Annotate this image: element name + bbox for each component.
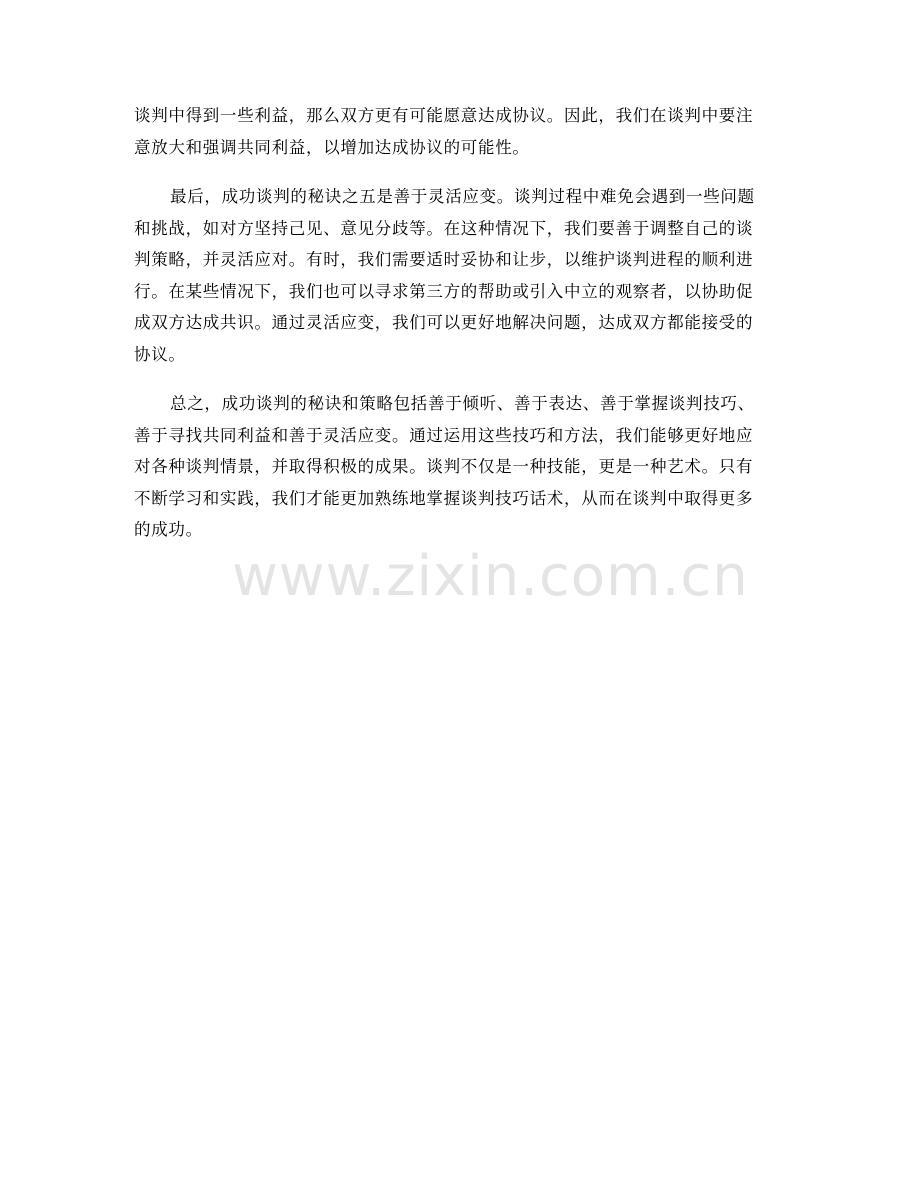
text-line: 意放大和强调共同利益，以增加达成协议的可能性。	[134, 137, 530, 157]
text-line: 谈判中得到一些利益，那么双方更有可能愿意达成协议。因此，我们在谈判中要注	[134, 106, 754, 125]
paragraph-flexibility	[134, 181, 786, 370]
text-line: 成双方达成共识。通过灵活应变，我们可以更好地解决问题，达成双方都能接受的	[134, 313, 754, 332]
text-line: 判策略，并灵活应对。有时，我们需要适时妥协和让步，以维护谈判进程的顺利进	[134, 250, 754, 269]
watermark: www.zixin.com.cn	[232, 544, 749, 609]
text-line: 行。在某些情况下，我们也可以寻求第三方的帮助或引入中立的观察者，以协助促	[134, 281, 754, 301]
text-line: 协议。	[134, 344, 186, 364]
text-line: 和挑战，如对方坚持己见、意见分歧等。在这种情况下，我们要善于调整自己的谈	[134, 218, 754, 238]
text-line: 总之，成功谈判的秘诀和策略包括善于倾听、善于表达、善于掌握谈判技巧、	[170, 394, 755, 413]
paragraph-continuation	[134, 100, 786, 163]
text-line: 不断学习和实践，我们才能更加熟练地掌握谈判技巧话术，从而在谈判中取得更多	[134, 488, 754, 508]
text-line: 对各种谈判情景，并取得积极的成果。谈判不仅是一种技能，更是一种艺术。只有	[134, 457, 754, 476]
document-body	[134, 100, 786, 564]
text-line: 善于寻找共同利益和善于灵活应变。通过运用这些技巧和方法，我们能够更好地应	[134, 425, 754, 445]
text-line: 的成功。	[134, 520, 203, 539]
text-line: 最后，成功谈判的秘诀之五是善于灵活应变。谈判过程中难免会遇到一些问题	[170, 187, 755, 206]
paragraph-conclusion	[134, 388, 786, 546]
